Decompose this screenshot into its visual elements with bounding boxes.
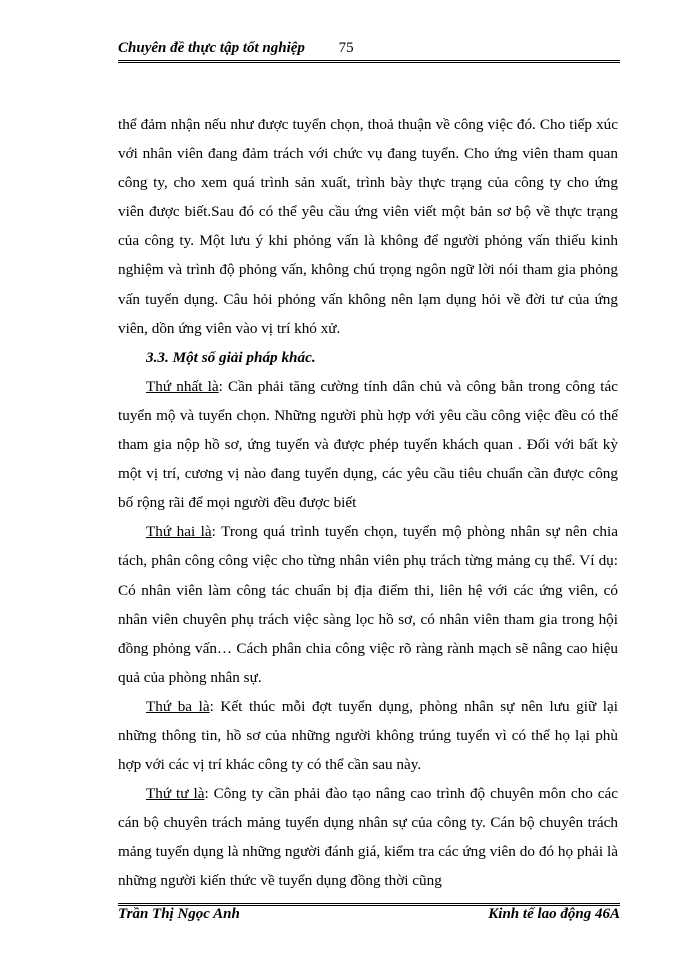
paragraph-first xyxy=(118,372,618,517)
page-number: 75 xyxy=(338,40,354,56)
paragraph-third xyxy=(118,692,618,779)
header-rule xyxy=(118,60,620,63)
paragraph-second xyxy=(118,517,618,692)
paragraph-fourth-lead: Thứ tư là xyxy=(146,785,205,803)
paragraph-third-lead: Thứ ba là xyxy=(146,697,210,715)
paragraph-second-lead: Thứ hai là xyxy=(146,523,212,541)
header-title: Chuyên đề thực tập tốt nghiệp xyxy=(118,40,305,56)
paragraph-third-text: : Kết thúc mỗi đợt tuyển dụng, phòng nhân sự nên lưu giữ lại những thông tin, hồ sơ của những người không trúng tuyển vì có thể họ lại phù hợp với các vị trí khác công ty có thể cần sau này. xyxy=(118,697,618,774)
paragraph-first-lead: Thứ nhất là xyxy=(146,377,219,395)
footer-author: Trần Thị Ngọc Anh xyxy=(118,906,240,922)
paragraph-second-text: : Trong quá trình tuyển chọn, tuyển mộ phòng nhân sự nên chia tách, phân công công việc cho từng nhân viên phụ trách từng mảng cụ thể. Ví dụ: Có nhân viên làm công tác chuẩn bị địa điểm thi, liên hệ với các ứng viên, có nhân viên chuyên phụ trách việc sàng lọc hồ sơ, có nhân viên tham gia trong hội đồng phỏng vấn… Cách phân chia công việc rõ ràng rành mạch sẽ nâng cao hiệu quả của phòng nhân sự. xyxy=(118,523,618,686)
paragraph-first-text: : Cần phải tăng cường tính dân chủ và công bằn trong công tác tuyển mộ và tuyển chọn. Những người phù hợp với yêu cầu công việc đều có thể tham gia nộp hồ sơ, ứng tuyển và được phép tuyển khách quan . Đối với bất kỳ một vị trí, cương vị nào đang tuyển dụng, các yêu cầu tiêu chuẩn cần được công bố rộng rãi để mọi người đều được biết xyxy=(118,377,618,512)
page-footer xyxy=(118,906,620,923)
paragraph-fourth xyxy=(118,779,618,895)
section-heading: 3.3. Một số giải pháp khác. xyxy=(146,348,316,366)
page-header xyxy=(118,40,620,57)
document-body xyxy=(118,110,618,896)
footer-class: Kinh tế lao động 46A xyxy=(488,906,620,922)
paragraph-fourth-text: : Công ty cần phải đào tạo nâng cao trình độ chuyên môn cho các cán bộ chuyên trách mảng tuyển dụng nhân sự của công ty. Cán bộ chuyên trách mảng tuyển dụng là những người đánh giá, kiểm tra các ứng viên do đó họ phải là những người kiến thức về tuyển dụng đồng thời cũng xyxy=(118,785,618,890)
paragraph-intro: thể đảm nhận nếu như được tuyển chọn, thoả thuận về công việc đó. Cho tiếp xúc với nhân viên đang đảm trách với chức vụ đang tuyển. Cho ứng viên tham quan công ty, cho xem quá trình sản xuất, trình bày thực trạng của công ty cho ứng viên được biết.Sau đó có thể yêu cầu ứng viên viết một bản sơ bộ về thực trạng của công ty. Một lưu ý khi phỏng vấn là không để người phỏng vấn thiếu kinh nghiệm và trình độ phỏng vấn, không chú trọng ngôn ngữ lời nói tham gia phỏng vấn tuyển dụng. Câu hỏi phỏng vấn không nên lạm dụng hỏi về đời tư của ứng viên, dồn ứng viên vào vị trí khó xử. xyxy=(118,116,618,337)
